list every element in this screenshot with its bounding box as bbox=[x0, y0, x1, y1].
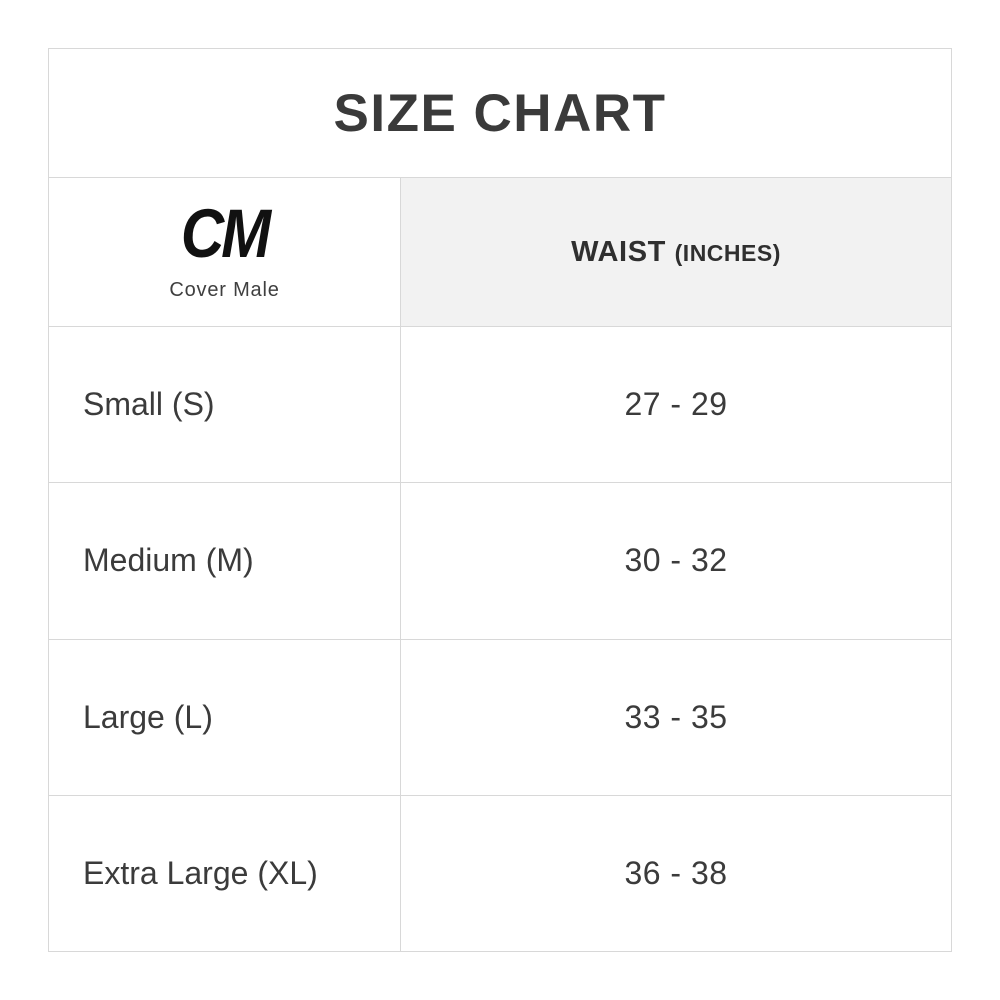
waist-cell bbox=[401, 640, 951, 795]
waist-header-text: WAIST bbox=[571, 235, 666, 268]
waist-value: 33 - 35 bbox=[624, 698, 728, 735]
table-row bbox=[49, 796, 951, 951]
waist-header-cell bbox=[401, 178, 951, 326]
waist-cell bbox=[401, 483, 951, 638]
size-cell bbox=[49, 640, 401, 795]
size-label: Medium (M) bbox=[83, 542, 254, 579]
size-label: Large (L) bbox=[83, 698, 213, 735]
size-cell bbox=[49, 327, 401, 482]
table-row bbox=[49, 483, 951, 639]
waist-column-header bbox=[571, 236, 781, 269]
chart-title-row bbox=[49, 49, 951, 178]
size-cell bbox=[49, 796, 401, 951]
waist-cell bbox=[401, 327, 951, 482]
logo-monogram: CM bbox=[180, 194, 269, 272]
waist-value: 30 - 32 bbox=[624, 542, 728, 579]
size-label: Extra Large (XL) bbox=[83, 854, 318, 891]
size-chart-table bbox=[48, 48, 952, 952]
brand-logo bbox=[169, 194, 280, 301]
table-row bbox=[49, 327, 951, 483]
table-row bbox=[49, 640, 951, 796]
waist-header-unit: (INCHES) bbox=[674, 239, 781, 266]
size-cell bbox=[49, 483, 401, 638]
waist-cell bbox=[401, 796, 951, 951]
brand-logo-cell bbox=[49, 178, 401, 326]
waist-value: 27 - 29 bbox=[624, 386, 728, 423]
page-title: SIZE CHART bbox=[333, 83, 667, 143]
logo-wordmark: Cover Male bbox=[169, 279, 280, 301]
table-header-row bbox=[49, 178, 951, 327]
waist-value: 36 - 38 bbox=[624, 854, 728, 891]
size-label: Small (S) bbox=[83, 386, 215, 423]
